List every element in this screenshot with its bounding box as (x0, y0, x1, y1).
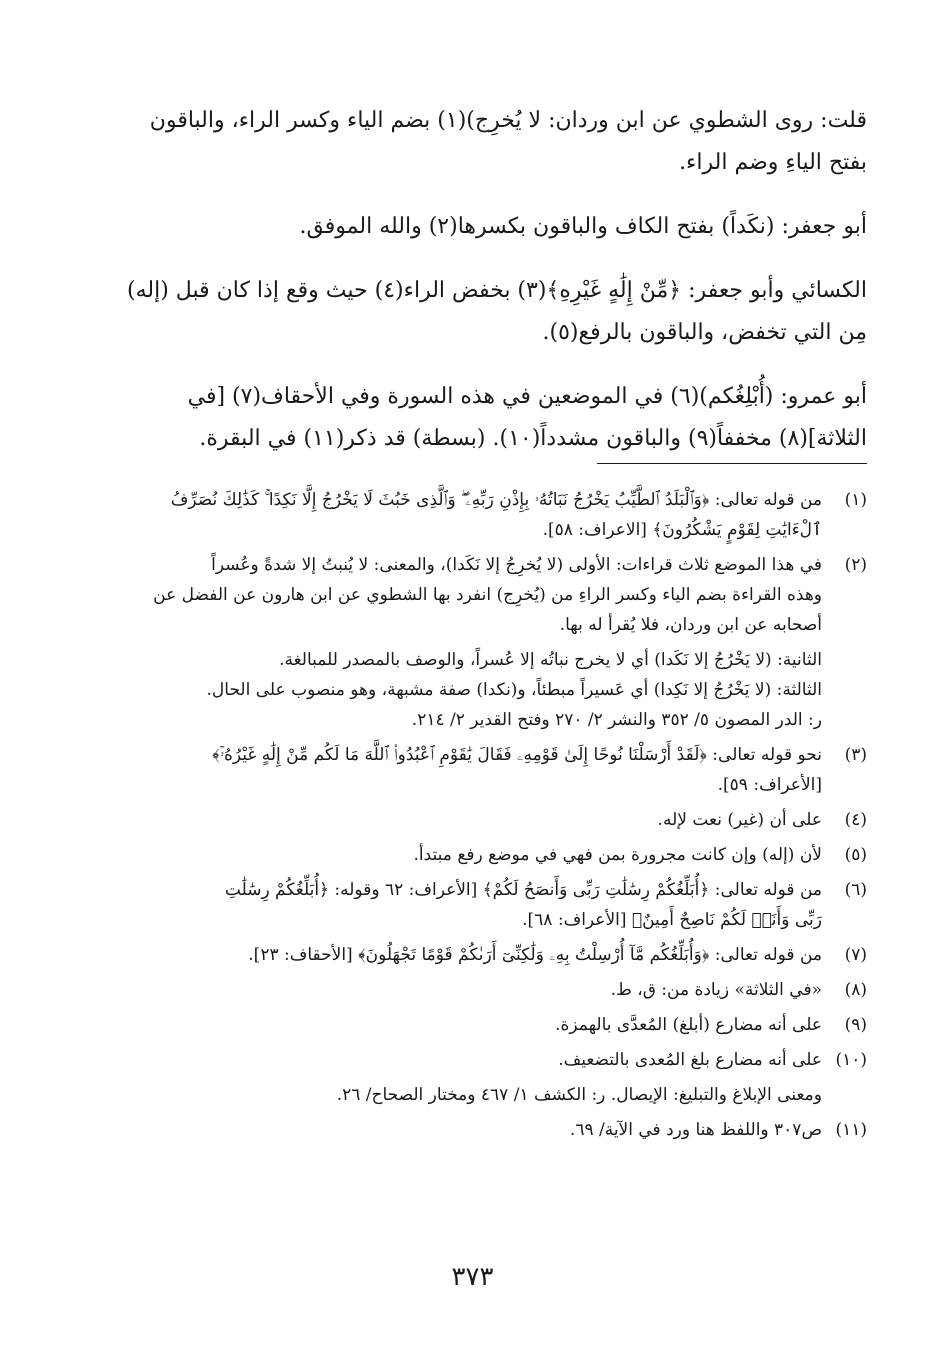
footnote-text (77, 740, 822, 800)
footnote-number: (٥) (844, 845, 867, 865)
footnote-10-continuation (77, 1080, 822, 1110)
footnote-line: الثالثة: (لا يَخْرُجُ إلا نَكِدا) أي عَسيراً مبطئاً، و(نكدا) صفة مشبهة، وهو منصوب على الحال. (206, 680, 822, 700)
footnote-text (77, 975, 822, 1005)
footnote-5 (77, 840, 867, 870)
text-line: الثلاثة](٨) مخففاً(٩) والباقون مشدداً(١٠). (بسطة) قد ذكر(١١) في البقرة. (199, 426, 867, 451)
footnote-number: (١١) (835, 1120, 867, 1140)
footnote-4 (77, 805, 867, 835)
footnote-line: ٱلْءَايَٰتِ لِقَوْمٍ يَشْكُرُونَ﴾ [الاعراف: ٥٨]. (542, 520, 822, 540)
footnote-1 (77, 485, 867, 545)
footnote-line: [الأعراف: ٥٩]. (717, 775, 822, 795)
paragraph-1 (77, 100, 867, 184)
footnote-line: ص٣٠٧ واللفظ هنا ورد في الآية/ ٦٩. (569, 1120, 822, 1140)
footnote-7 (77, 940, 867, 970)
footnote-text (77, 940, 822, 970)
footnote-separator (597, 463, 867, 464)
footnote-line: لأن (إله) وإن كانت مجرورة بمن فهي في موضع رفع مبتدأ. (413, 845, 822, 865)
footnote-line: نحو قوله تعالى: ﴿لَقَدْ أَرْسَلْنَا نُوحًا إِلَىٰ قَوْمِهِۦ فَقَالَ يَٰقَوْمِ ٱعْبُدُوا۟ ٱللَّهَ مَا لَكُم مِّنْ إِلَٰهٍ غَيْرُهُۥٓ﴾ (212, 745, 822, 765)
footnote-11 (77, 1115, 867, 1145)
footnote-number: (١) (844, 490, 867, 510)
footnote-text (77, 1045, 822, 1075)
footnote-line: على أنه مضارع بلغ المُعدى بالتضعيف. (558, 1050, 822, 1070)
footnote-number: (٤) (844, 810, 867, 830)
footnote-line: على أنه مضارع (أبلغ) المُعدَّى بالهمزة. (555, 1015, 822, 1035)
main-text (77, 100, 867, 482)
footnote-number: (١٠) (835, 1050, 867, 1070)
footnote-number: (٧) (844, 945, 867, 965)
footnote-line: ومعنى الإبلاغ والتبليغ: الإيصال. ر: الكشف ١/ ٤٦٧ ومختار الصحاح/ ٢٦. (336, 1085, 822, 1105)
footnote-2 (77, 550, 867, 640)
footnote-line: على أن (غير) نعت لإله. (657, 810, 822, 830)
paragraph-4 (77, 376, 867, 460)
footnote-number: (٩) (844, 1015, 867, 1035)
text-line: أبو عمرو: (أُبْلِغُكم)(٦) في الموضعين في هذه السورة وفي الأحقاف(٧) [في (187, 384, 867, 409)
text-line: الكسائي وأبو جعفر: ﴿مِّنْ إِلَٰهٍ غَيْرِهِ﴾(٣) بخفض الراء(٤) حيث وقع إذا كان قبل (إله) (127, 278, 867, 303)
footnote-text (77, 1010, 822, 1040)
footnote-2-continuation (77, 645, 822, 735)
footnote-line: من قوله تعالى: ﴿وَأُبَلِّغُكُم مَّآ أُرْسِلْتُ بِهِۦ وَلَٰكِنِّىٓ أَرَىٰكُمْ قَوْمًا تَجْهَلُونَ﴾ [الأحقاف: ٢٣]. (248, 945, 822, 965)
footnote-text (77, 805, 822, 835)
footnotes (77, 485, 867, 1150)
footnote-line: أصحابه عن ابن وردان، فلا يُقرأ له بها. (559, 615, 822, 635)
footnote-text (77, 840, 822, 870)
footnote-line: من قوله تعالى: ﴿أُبَلِّغُكُمْ رِسَٰلَٰتِ رَبِّى وَأَنصَحُ لَكُمْ﴾ [الأعراف: ٦٢ وقوله: ﴿أُبَلِّغُكُمْ رِسَٰلَٰتِ (224, 880, 822, 900)
footnote-line: ر: الدر المصون ٥/ ٣٥٢ والنشر ٢/ ٢٧٠ وفتح القدير ٢/ ٢١٤. (411, 710, 822, 730)
footnote-3 (77, 740, 867, 800)
page-number: ٣٧٣ (451, 1262, 494, 1292)
footnote-number: (٨) (844, 980, 867, 1000)
footnote-text (77, 550, 822, 640)
footnote-9 (77, 1010, 867, 1040)
footnote-number: (٣) (844, 745, 867, 765)
text-line: أبو جعفر: (نكَداً) بفتح الكاف والباقون بكسرها(٢) والله الموفق. (299, 214, 867, 239)
text-line: بفتح الياءِ وضم الراء. (679, 150, 867, 175)
footnote-8 (77, 975, 867, 1005)
footnote-line: في هذا الموضع ثلاث قراءات: الأولى (لا يُخرِجُ إلا نَكَدا)، والمعنى: لا يُنبتُ إلا شدةً وعُسراً (211, 555, 822, 575)
footnote-text (77, 875, 822, 935)
footnote-number: (٦) (844, 880, 867, 900)
paragraph-3 (77, 270, 867, 354)
footnote-text (77, 485, 822, 545)
paragraph-2 (77, 206, 867, 248)
footnote-line: «في الثلاثة» زيادة من: ق، ط. (610, 980, 822, 1000)
text-line: قلت: روى الشطوي عن ابن وردان: لا يُخرِج)(١) بضم الياء وكسر الراء، والباقون (149, 108, 867, 133)
footnote-number: (٢) (844, 555, 867, 575)
footnote-line: وهذه القراءة بضم الياء وكسر الراءِ من (يُخرِج) انفرد بها الشطوي عن ابن هارون عن الفضل عن (153, 585, 822, 605)
footnote-10 (77, 1045, 867, 1075)
footnote-line: من قوله تعالى: ﴿وَٱلْبَلَدُ ٱلطَّيِّبُ يَخْرُجُ نَبَاتُهُۥ بِإِذْنِ رَبِّهِۦ ۖ وَٱلَّذِى خَبُثَ لَا يَخْرُجُ إِلَّا نَكِدًا ۚ كَذَٰلِكَ نُصَرِّفُ (170, 490, 822, 510)
footnote-line: رَبِّى وَأَنَا۠ لَكُمْ نَاصِحٌ أَمِينٌ﴾ [الأعراف: ٦٨]. (522, 910, 822, 930)
footnote-6 (77, 875, 867, 935)
footnote-text (77, 1115, 822, 1145)
text-line: مِن التي تخفض، والباقون بالرفع(٥). (542, 320, 867, 345)
footnote-line: الثانية: (لا يَخْرُجُ إلا نَكَدا) أي لا يخرج نباتُه إلا عُسراً، والوصف بالمصدر للمبالغة. (279, 650, 822, 670)
